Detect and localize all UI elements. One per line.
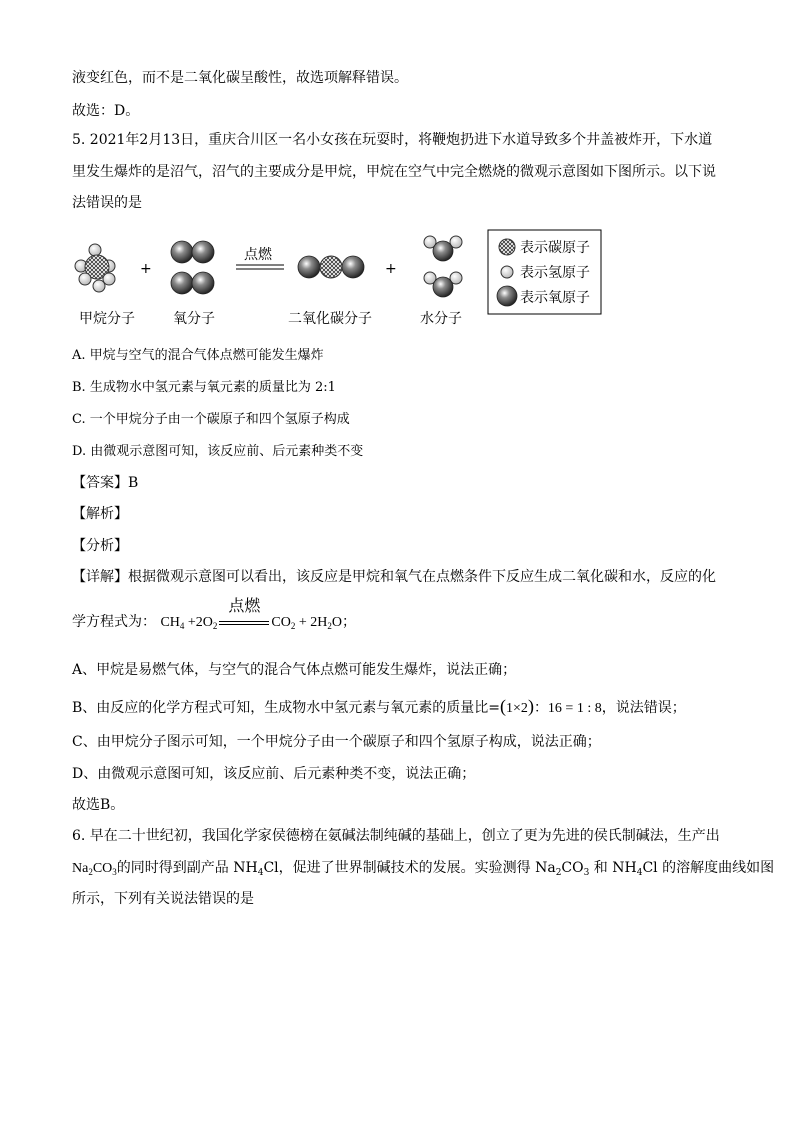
equation-products: $CO_2 + 2H_2O$ bbox=[271, 615, 343, 631]
co2-label: 二氧化碳分子 bbox=[288, 311, 372, 327]
co2-molecule bbox=[298, 256, 364, 278]
equation-reactants: $CH_4 +2O_2$ bbox=[160, 615, 218, 631]
detail-a: A、甲烷是易燃气体，与空气的混合气体点燃可能发生爆炸，说法正确； bbox=[72, 662, 517, 678]
oxygen-label: 氧分子 bbox=[173, 311, 215, 327]
detail-b-suffix: ，说法错误； bbox=[601, 700, 686, 716]
legend-hydrogen: 表示氢原子 bbox=[520, 265, 590, 281]
oxygen-molecules bbox=[171, 241, 214, 294]
detail-text: 根据微观示意图可以看出，该反应是甲烷和氧气在点燃条件下反应生成二氧化碳和水，反应的化 bbox=[128, 569, 716, 585]
question-6-line-1: 6. 早在二十世纪初，我国化学家侯德榜在氨碱法制纯碱的基础上，创立了更为先进的侯氏制碱法，生产出 bbox=[72, 828, 720, 844]
detail-b-formula: (1×2)：16 = 1 : 8 bbox=[500, 696, 602, 716]
detail-b bbox=[72, 696, 686, 719]
methane-combustion-diagram bbox=[60, 226, 620, 338]
oxygen-atom-legend-icon bbox=[497, 286, 517, 306]
question-6-line-2: $Na_2CO_3$的同时得到副产品 $NH_4Cl$，促进了世界制碱技术的发展。实验测得 $Na_2CO_3$ 和 $NH_4Cl$ 的溶解度曲线如图 bbox=[72, 860, 775, 878]
answer-tag: 【答案】 bbox=[72, 475, 128, 491]
legend-oxygen: 表示氧原子 bbox=[520, 290, 590, 306]
option-d: D. 由微观示意图可知，该反应前、后元素种类不变 bbox=[72, 444, 364, 459]
plus-sign-2: + bbox=[385, 261, 397, 277]
legend-carbon: 表示碳原子 bbox=[520, 240, 590, 256]
detail-tag: 【详解】 bbox=[72, 569, 128, 585]
answer-value: B bbox=[128, 475, 139, 491]
option-c: C. 一个甲烷分子由一个碳原子和四个氢原子构成 bbox=[72, 412, 350, 427]
equation-prefix: 学方程式为： bbox=[72, 614, 156, 630]
option-b: B. 生成物水中氢元素与氧元素的质量比为 2:1 bbox=[72, 380, 336, 395]
water-label: 水分子 bbox=[420, 311, 462, 327]
carbon-atom-legend-icon bbox=[499, 239, 515, 255]
equation-condition: 点燃 bbox=[228, 596, 261, 615]
analysis-tag: 【解析】 bbox=[72, 506, 128, 522]
detail-line-1 bbox=[72, 567, 716, 587]
answer-row bbox=[72, 473, 138, 493]
text-line-1: 液变红色，而不是二氧化碳呈酸性，故选项解释错误。 bbox=[72, 70, 408, 86]
legend bbox=[488, 230, 601, 314]
detail-d: D、由微观示意图可知，该反应前、后元素种类不变，说法正确； bbox=[72, 766, 476, 782]
detail-c: C、由甲烷分子图示可知，一个甲烷分子由一个碳原子和四个氢原子构成，说法正确； bbox=[72, 734, 601, 750]
plus-sign-1: + bbox=[140, 261, 152, 277]
reaction-condition: 点燃 bbox=[244, 247, 272, 263]
water-molecules bbox=[424, 236, 462, 297]
fenxi-tag: 【分析】 bbox=[72, 538, 128, 554]
option-a: A. 甲烷与空气的混合气体点燃可能发生爆炸 bbox=[72, 348, 324, 363]
equation-condition-arrow bbox=[217, 596, 271, 632]
methane-molecule bbox=[75, 244, 115, 292]
text-line-2: 故选：D。 bbox=[72, 103, 140, 119]
question-5-line-1: 5. 2021年2月13日，重庆合川区一名小女孩在玩耍时，将鞭炮扔进下水道导致多个井盖被炸开，下水道 bbox=[72, 132, 713, 148]
question-5-line-3: 法错误的是 bbox=[72, 195, 142, 211]
hydrogen-atom-legend-icon bbox=[501, 266, 513, 278]
methane-label: 甲烷分子 bbox=[79, 311, 135, 327]
na2co3-formula-1: $Na_2CO_3$ bbox=[72, 861, 117, 877]
equation-suffix: ； bbox=[342, 614, 357, 630]
question-5-line-2: 里发生爆炸的是沼气，沼气的主要成分是甲烷，甲烷在空气中完全燃烧的微观示意图如下图所示。以下说 bbox=[72, 164, 716, 180]
question-6-line-3: 所示，下列有关说法错误的是 bbox=[72, 891, 254, 907]
chemical-equation-line bbox=[72, 596, 357, 633]
detail-b-prefix: B、由反应的化学方程式可知，生成物水中氢元素与氧元素的质量比= bbox=[72, 700, 501, 716]
detail-conclusion: 故选B。 bbox=[72, 797, 125, 813]
